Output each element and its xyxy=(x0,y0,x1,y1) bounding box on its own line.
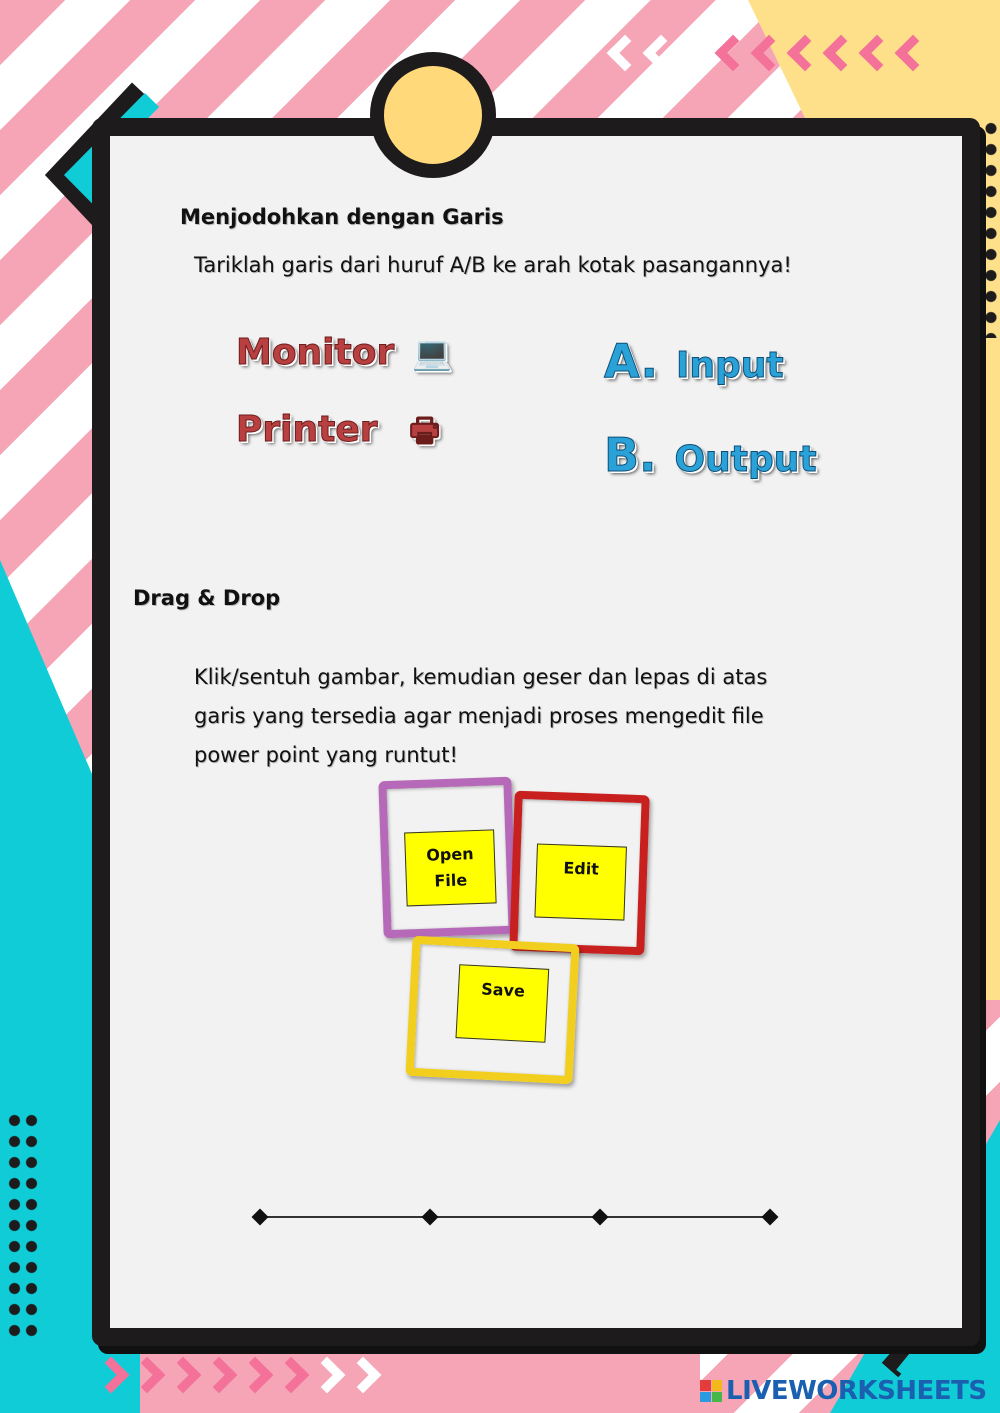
chevron-right-icon xyxy=(273,1357,310,1394)
match-item-printer[interactable] xyxy=(236,408,440,462)
chevron-left-icon xyxy=(715,35,752,72)
matching-instruction: Tariklah garis dari huruf A/B ke arah kotak pasangannya! xyxy=(194,253,792,277)
chevron-left-icon xyxy=(751,35,788,72)
match-item-monitor[interactable] xyxy=(236,332,452,373)
instruction-line: power point yang runtut! xyxy=(194,743,458,767)
branding xyxy=(700,1376,987,1406)
chevron-left-icon xyxy=(787,35,824,72)
chevron-left-icon xyxy=(895,35,932,72)
draggable-card-save[interactable] xyxy=(405,936,579,1085)
answer-letter: B. xyxy=(604,428,657,482)
match-answer-b[interactable] xyxy=(604,428,817,482)
chevron-right-icon xyxy=(165,1357,202,1394)
chevron-right-icon xyxy=(309,1357,346,1394)
draggable-card-edit[interactable] xyxy=(509,791,650,956)
chevron-left-icon xyxy=(607,35,644,72)
match-item-label: Monitor xyxy=(236,332,395,373)
card-label-line: Open xyxy=(425,844,474,865)
card-label-box xyxy=(455,964,549,1043)
match-item-label: Printer xyxy=(236,409,378,450)
decorative-circle xyxy=(370,52,496,178)
dot-pattern-top-right xyxy=(980,118,1000,338)
chevron-left-icon xyxy=(859,35,896,72)
chevron-row-top xyxy=(612,40,926,66)
match-answer-a[interactable] xyxy=(604,334,784,388)
card-label-box xyxy=(534,843,627,920)
answer-label: Input xyxy=(675,345,784,386)
chevron-right-icon xyxy=(129,1357,166,1394)
instruction-line: Klik/sentuh gambar, kemudian geser dan lepas di atas xyxy=(194,665,768,689)
card-label-box xyxy=(404,829,497,906)
drop-line xyxy=(260,1216,770,1218)
chevron-right-icon xyxy=(201,1357,238,1394)
printer-icon: 🖶 xyxy=(409,411,440,449)
card-label-line: File xyxy=(434,870,468,891)
card-label-line: Save xyxy=(480,979,526,1001)
chevron-right-icon xyxy=(93,1357,130,1394)
drag-drop-instruction xyxy=(194,658,814,775)
liveworksheets-logo-icon xyxy=(700,1380,722,1402)
drag-drop-title: Drag & Drop xyxy=(133,586,281,610)
chevron-left-icon xyxy=(679,35,716,72)
chevron-left-icon xyxy=(643,35,680,72)
card-label-line: Edit xyxy=(563,858,600,879)
answer-letter: A. xyxy=(604,334,658,388)
draggable-card-open-file[interactable] xyxy=(378,777,516,939)
matching-title: Menjodohkan dengan Garis xyxy=(180,205,504,229)
instruction-line: garis yang tersedia agar menjadi proses mengedit file xyxy=(194,704,764,728)
chevron-left-icon xyxy=(823,35,860,72)
chevron-row-bottom xyxy=(98,1362,376,1388)
chevron-right-icon xyxy=(345,1357,382,1394)
monitor-icon: 💻 xyxy=(412,334,453,372)
dot-pattern-bottom-left xyxy=(6,1110,40,1340)
answer-label: Output xyxy=(674,439,817,480)
branding-text: LIVEWORKSHEETS xyxy=(726,1376,987,1406)
chevron-right-icon xyxy=(237,1357,274,1394)
